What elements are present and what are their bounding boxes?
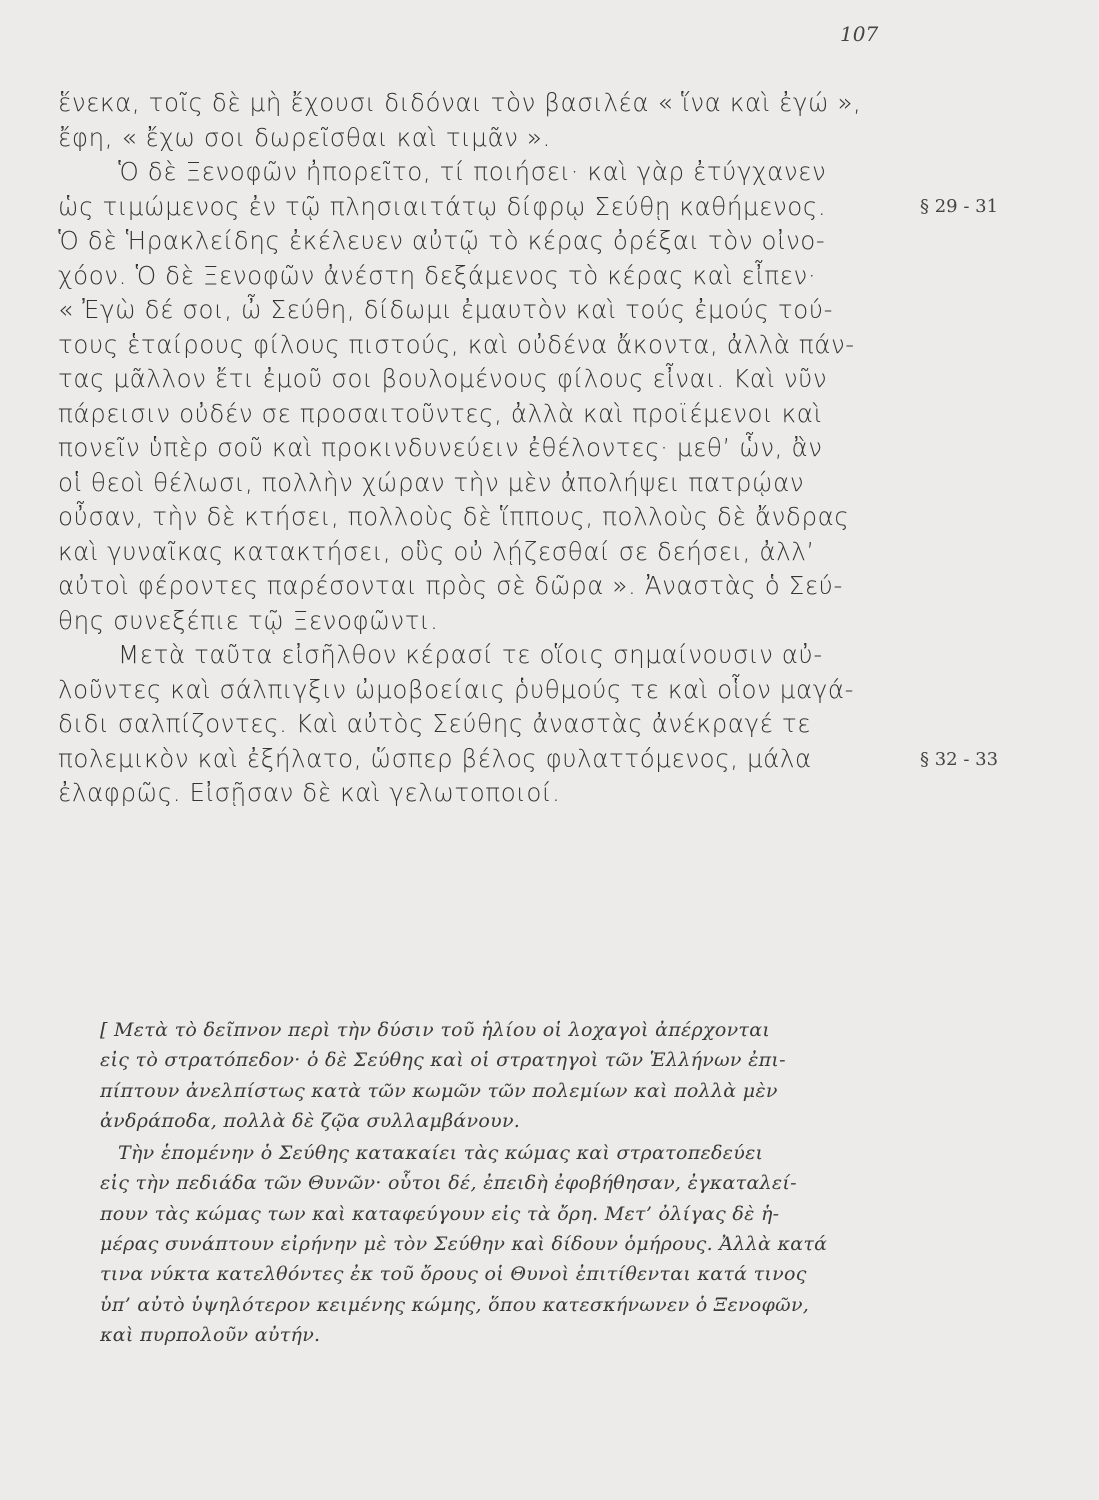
summary-line: Τὴν ἑπομένην ὁ Σεύθης κατακαίει τὰς κώμας καὶ στρατοπεδεύει	[118, 1142, 764, 1165]
summary-line: ὑπ’ αὐτὸ ὑψηλότερον κειμένης κώμης, ὅπου κατεσκήνωνεν ὁ Ξενοφῶν,	[100, 1293, 810, 1316]
summary-line: πίπτουν ἀνελπίστως κατὰ τῶν κωμῶν τῶν πολεμίων καὶ πολλὰ μὲν	[100, 1079, 778, 1102]
text-line: ἔφη, « ἔχω σοι δωρεῖσθαι καὶ τιμᾶν ».	[58, 122, 551, 152]
summary-line: τινα νύκτα κατελθόντες ἐκ τοῦ ὄρους οἱ Θυνοὶ ἐπιτίθενται κατά τινος	[100, 1263, 807, 1286]
text-line: διδι σαλπίζοντες. Καὶ αὐτὸς Σεύθης ἀναστὰς ἀνέκραγέ τε	[58, 709, 812, 738]
text-line: αὐτοὶ φέροντες παρέσονται πρὸς σὲ δῶρα ». Ἀναστὰς ὁ Σεύ-	[58, 571, 843, 600]
text-line: τας μᾶλλον ἔτι ἐμοῦ σοι βουλομένους φίλους εἶναι. Καὶ νῦν	[58, 364, 828, 393]
text-line: πολεμικὸν καὶ ἐξήλατο, ὥσπερ βέλος φυλαττόμενος, μάλα	[58, 743, 812, 773]
text-line: πάρεισιν οὐδέν σε προσαιτοῦντες, ἀλλὰ καὶ προϊέμενοι καὶ	[58, 398, 823, 428]
text-line: ἕνεκα, τοῖς δὲ μὴ ἔχουσι διδόναι τὸν βασιλέα « ἵνα καὶ ἐγώ »,	[58, 88, 862, 117]
text-line: Ὁ δὲ Ξενοφῶν ἠπορεῖτο, τί ποιήσει· καὶ γὰρ ἐτύγχανεν	[118, 157, 827, 186]
text-line: ὡς τιμώμενος ἐν τῷ πλησιαιτάτῳ δίφρῳ Σεύθῃ καθήμενος.	[58, 191, 827, 221]
summary-line: καὶ πυρπολοῦν αὐτήν.	[100, 1323, 321, 1346]
page-number: 107	[840, 22, 879, 46]
text-line: « Ἐγὼ δέ σοι, ὦ Σεύθη, δίδωμι ἐμαυτὸν καὶ τούς ἐμούς τού-	[58, 295, 834, 324]
summary-line: εἰς τὴν πεδιάδα τῶν Θυνῶν· οὗτοι δέ, ἐπειδὴ ἐφοβήθησαν, ἐγκαταλεί-	[100, 1172, 797, 1195]
text-line: καὶ γυναῖκας κατακτήσει, οὓς οὐ λῄζεσθαί σε δεήσει, ἀλλ’	[58, 536, 815, 566]
summary-line: μέρας συνάπτουν εἰρήνην μὲ τὸν Σεύθην καὶ δίδουν ὁμήρους. Ἀλλὰ κατά	[100, 1233, 828, 1256]
summary-line: [ Μετὰ τὸ δεῖπνον περὶ τὴν δύσιν τοῦ ἡλίου οἱ λοχαγοὶ ἀπέρχονται	[100, 1019, 771, 1041]
summary-line: εἰς τὸ στρατόπεδον· ὁ δὲ Σεύθης καὶ οἱ στρατηγοὶ τῶν Ἑλλήνων ἐπι-	[100, 1049, 786, 1072]
text-line: θης συνεξέπιε τῷ Ξενοφῶντι.	[58, 605, 439, 635]
text-line: χόον. Ὁ δὲ Ξενοφῶν ἀνέστη δεξάμενος τὸ κέρας καὶ εἶπεν·	[58, 260, 817, 290]
text-line: πονεῖν ὑπὲρ σοῦ καὶ προκινδυνεύειν ἐθέλοντες· μεθ’ ὧν, ἂν	[58, 433, 823, 462]
margin-reference: § 32 - 33	[920, 749, 999, 770]
text-line: ἐλαφρῶς. Εἰσῇσαν δὲ καὶ γελωτοποιοί.	[58, 778, 561, 807]
text-line: τους ἑταίρους φίλους πιστούς, καὶ οὐδένα ἄκοντα, ἀλλὰ πάν-	[58, 329, 855, 359]
text-line: λοῦντες καὶ σάλπιγξιν ὠμοβοείαις ῥυθμούς τε καὶ οἷον μαγά-	[58, 674, 855, 704]
summary-text	[100, 1015, 900, 1350]
summary-line: πουν τὰς κώμας των καὶ καταφεύγουν εἰς τὰ ὄρη. Μετ’ ὀλίγας δὲ ἡ-	[100, 1202, 780, 1225]
text-line: Ὁ δὲ Ἡρακλείδης ἐκέλευεν αὐτῷ τὸ κέρας ὀρέξαι τὸν οἰνο-	[58, 226, 826, 255]
text-line: οὖσαν, τὴν δὲ κτήσει, πολλοὺς δὲ ἵππους, πολλοὺς δὲ ἄνδρας	[58, 502, 850, 531]
text-line: Μετὰ ταῦτα εἰσῆλθον κέρασί τε οἵοις σημαίνουσιν αὐ-	[118, 640, 823, 669]
text-line: οἱ θεοὶ θέλωσι, πολλὴν χώραν τὴν μὲν ἀπολήψει πατρῴαν	[58, 467, 805, 497]
margin-reference: § 29 - 31	[920, 196, 999, 217]
summary-line: ἀνδράποδα, πολλὰ δὲ ζῷα συλλαμβάνουν.	[100, 1109, 521, 1132]
main-text	[58, 86, 898, 811]
